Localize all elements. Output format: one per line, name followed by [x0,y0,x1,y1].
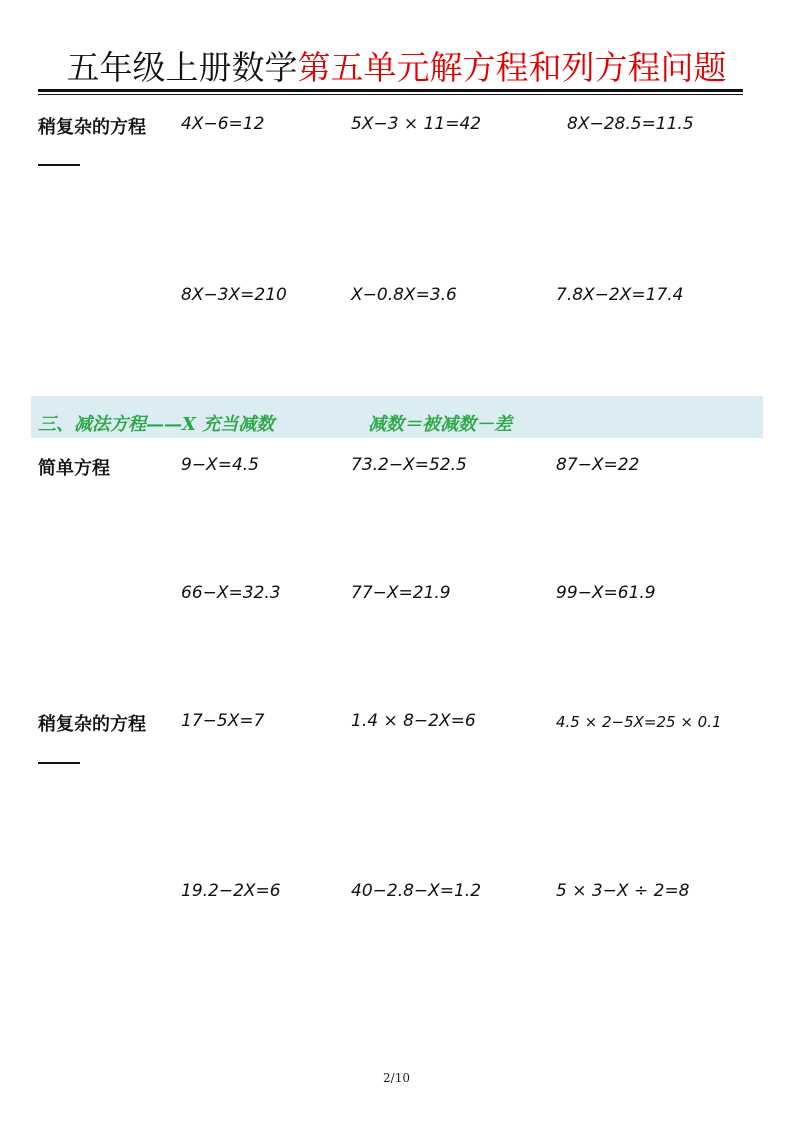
equation: 40−2.8−X=1.2 [351,881,482,901]
page-title [0,48,793,88]
equation: 8X−28.5=11.5 [567,114,694,134]
title-underline-thin [38,94,743,95]
equation: 1.4 × 8−2X=6 [351,711,476,731]
section-dash [38,762,80,764]
equation: 73.2−X=52.5 [351,455,467,475]
equation: 5X−3 × 11=42 [351,114,482,134]
equation: 8X−3X=210 [181,285,287,305]
equation: 66−X=32.3 [181,583,281,603]
equation: 99−X=61.9 [556,583,656,603]
title-grade-part: 五年级上册数学 [66,48,298,87]
equation: 5 × 3−X ÷ 2=8 [556,881,690,901]
equation: 9−X=4.5 [181,455,259,475]
page-number: 2/10 [383,1071,410,1085]
banner-heading: 三、减法方程——X 充当减数 [38,414,275,435]
section-label-complex-equations: 稍复杂的方程 [38,117,146,138]
title-underline-thick [38,89,743,92]
title-unit-part: 第五单元解方程和列方程问题 [297,48,727,87]
section-label-complex-equations: 稍复杂的方程 [38,714,146,735]
equation: X−0.8X=3.6 [351,285,457,305]
equation: 19.2−2X=6 [181,881,281,901]
equation: 4.5 × 2−5X=25 × 0.1 [556,713,722,731]
banner-formula: 减数＝被减数－差 [368,414,512,435]
equation: 4X−6=12 [181,114,265,134]
section-dash [38,164,80,166]
equation: 77−X=21.9 [351,583,451,603]
equation: 87−X=22 [556,455,640,475]
equation: 17−5X=7 [181,711,265,731]
section-label-simple-equations: 简单方程 [38,458,110,479]
equation: 7.8X−2X=17.4 [556,285,684,305]
